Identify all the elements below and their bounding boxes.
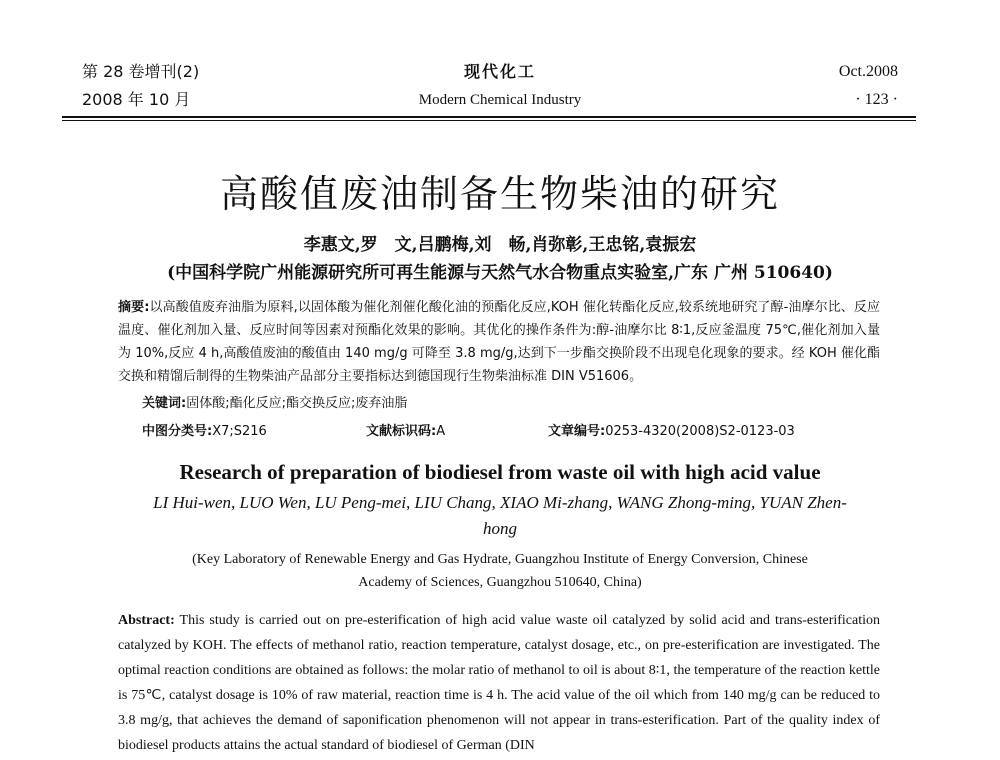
authors-en: LI Hui-wen, LUO Wen, LU Peng-mei, LIU Chang, XIAO Mi-zhang, WANG Zhong-ming, YUAN Zhen-hong (153, 493, 847, 538)
authors-cn: 李惠文,罗 文,吕鹏梅,刘 畅,肖弥彰,王忠铭,袁振宏 (303, 235, 697, 255)
doc-code (366, 422, 445, 442)
journal-title-cn: 现代化工 (463, 62, 536, 81)
date-cn-label: 2008 年 10 月 (82, 90, 191, 109)
article-title-en: Research of preparation of biodiesel from waste oil with high acid value (179, 460, 821, 484)
doc-code-label: 文献标识码: (366, 424, 437, 439)
issue-date-en: Oct.2008 (838, 63, 898, 80)
abstract-cn-text: 以高酸值废弃油脂为原料,以固体酸为催化剂催化酸化油的预酯化反应,KOH 催化转酯化反应,较系统地研究了醇-油摩尔比、反应温度、催化剂加入量、反应时间等因素对预酯化效果的影响。其优化的操作条件为:醇-油摩尔比 8∶1,反应釜温度 75℃,催化剂加入量为 10%,反应 4 h,高酸值废油的酸值由 140 mg/g 可降至 3.8 mg/g,达到下一步酯交换阶段不出现皂化现象的要求。经 KOH 催化酯交换和精馏后制得的生物柴油产品部分主要指标达到德国现行生物柴油标准 DIN V51606。 (118, 300, 881, 384)
article-number (548, 422, 795, 442)
article-number-label: 文章编号: (548, 424, 606, 439)
affiliation-en: (Key Laboratory of Renewable Energy and Gas Hydrate, Guangzhou Institute of Energy Conversion, Chinese Academy of Sciences, Guangzhou 510640, China) (192, 552, 808, 590)
abstract-cn-label: 摘要: (118, 300, 150, 315)
volume-label: 第 28 卷增刊(2) (82, 62, 200, 81)
abstract-en (118, 608, 880, 758)
keywords-label: 关键词: (142, 396, 187, 411)
affiliation-cn: (中国科学院广州能源研究所可再生能源与天然气水合物重点实验室,广东 广州 510640) (167, 263, 833, 283)
article-title-cn: 高酸值废油制备生物柴油的研究 (219, 172, 780, 216)
doc-code-value: A (436, 424, 446, 439)
abstract-cn (118, 296, 880, 388)
header-rule-thick (62, 116, 916, 118)
article-number-value: 0253-4320(2008)S2-0123-03 (605, 424, 795, 439)
class-number-label: 中图分类号: (142, 424, 213, 439)
keywords-text: 固体酸;酯化反应;酯交换反应;废弃油脂 (186, 396, 408, 411)
class-number (142, 422, 267, 442)
keywords-cn (142, 394, 407, 414)
abstract-en-text: This study is carried out on pre-esterification of high acid value waste oil catalyzed by solid acid and trans-esterification catalyzed by KOH. The effects of methanol ratio, reaction temperature, catalyst dosage, etc., on pre-esterification are investigated. The optimal reaction conditions are obtained as follows: the molar ratio of methanol to oil is about 8∶1, the temperature of the reaction kettle is 75℃, catalyst dosage is 10% of raw material, reaction time is 4 h. The acid value of the oil which from 140 mg/g can be reduced to 3.8 mg/g, that achieves the demand of saponification phenomenon will not appear in trans-esterification. Part of the quality index of biodiesel products attains the actual standard of biodiesel of German (DIN (118, 613, 881, 753)
abstract-en-label: Abstract: (118, 613, 175, 628)
header-rule-thin (62, 120, 916, 121)
page-number: · 123 · (855, 91, 898, 108)
journal-title-en: Modern Chemical Industry (418, 92, 582, 108)
class-number-value: X7;S216 (212, 424, 267, 439)
